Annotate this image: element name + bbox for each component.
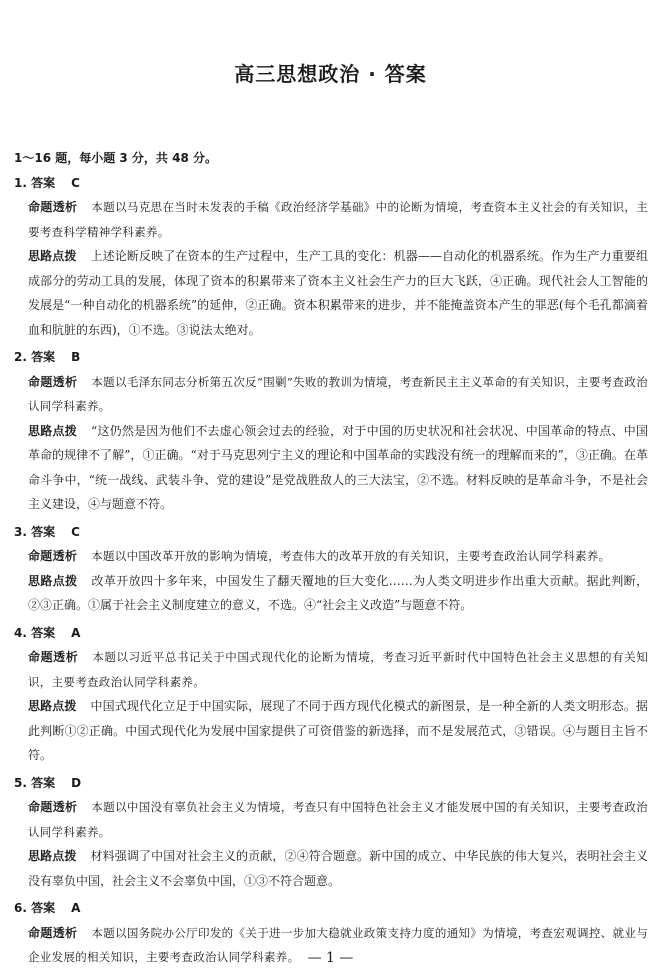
hint-label: 思路点拨 bbox=[28, 849, 77, 863]
answer-letter: B bbox=[71, 350, 81, 364]
analysis-text: 本题以中国改革开放的影响为情境，考查伟大的改革开放的有关知识，主要考查政治认同学科素养。 bbox=[91, 549, 611, 563]
question-header bbox=[14, 771, 648, 796]
question-header bbox=[14, 345, 648, 370]
analysis-text: 本题以马克思在当时未发表的手稿《政治经济学基础》中的论断为情境，考查资本主义社会的有关知识，主要考查科学精神学科素养。 bbox=[28, 200, 649, 239]
question-number: 2. 答案 bbox=[14, 350, 56, 364]
analysis-paragraph bbox=[14, 645, 648, 694]
hint-paragraph bbox=[14, 419, 648, 517]
answer-letter: C bbox=[71, 524, 80, 539]
question-4 bbox=[14, 621, 648, 768]
question-header bbox=[14, 520, 648, 545]
hint-label: 思路点拨 bbox=[28, 249, 77, 263]
analysis-text: 本题以习近平总书记关于中国式现代化的论断为情境，考查习近平新时代中国特色社会主义思想的有关知识，主要考查政治认同学科素养。 bbox=[28, 650, 648, 689]
analysis-text: 本题以国务院办公厅印发的《关于进一步加大稳就业政策支持力度的通知》为情境，考查宏观调控、就业与企业发展的相关知识，主要考查政治认同学科素养。 bbox=[28, 925, 649, 964]
analysis-label: 命题透析 bbox=[28, 200, 78, 214]
analysis-label: 命题透析 bbox=[28, 374, 78, 389]
answer-letter: C bbox=[71, 175, 80, 190]
analysis-label: 命题透析 bbox=[28, 925, 78, 940]
hint-paragraph bbox=[14, 569, 648, 618]
hint-label: 思路点拨 bbox=[28, 699, 77, 713]
analysis-paragraph bbox=[14, 795, 648, 844]
hint-text: 上述论断反映了在资本的生产过程中，生产工具的变化：机器——自动化的机器系统。作为生产力重要组成部分的劳动工具的发展，体现了资本的积累带来了资本主义社会生产力的巨大飞跃，④正确。现代社会人工智能的发展是“一种自动化的机器系统”的延伸，②正确。资本积累带来的进步，并不能掩盖资本产生的罪恶(每个毛孔都滴着血和肮脏的东西)，①不选。③说法太绝对。 bbox=[28, 249, 648, 337]
question-number: 4. 答案 bbox=[14, 625, 56, 640]
hint-text: 材料强调了中国对社会主义的贡献，②④符合题意。新中国的成立、中华民族的伟大复兴，表明社会主义没有辜负中国，社会主义不会辜负中国，①③不符合题意。 bbox=[28, 849, 648, 888]
page-title: 高三思想政治 · 答案 bbox=[234, 62, 427, 86]
question-number: 1. 答案 bbox=[14, 175, 56, 190]
answer-letter: A bbox=[71, 625, 81, 640]
answer-letter: A bbox=[71, 901, 81, 915]
analysis-paragraph bbox=[14, 370, 648, 419]
analysis-label: 命题透析 bbox=[28, 549, 78, 563]
hint-text: 中国式现代化立足于中国实际，展现了不同于西方现代化模式的新图景，是一种全新的人类文明形态。据此判断①②正确。中国式现代化为发展中国家提供了可资借鉴的新选择，而不是发展范式，③错误。④与题目主旨不符。 bbox=[28, 699, 648, 762]
section-intro: 1～16 题，每小题 3 分，共 48 分。 bbox=[14, 151, 217, 165]
analysis-label: 命题透析 bbox=[28, 800, 78, 814]
hint-text: 改革开放四十多年来，中国发生了翻天覆地的巨大变化……为人类文明进步作出重大贡献。据此判断，②③正确。①属于社会主义制度建立的意义，不选。④“社会主义改造”与题意不符。 bbox=[28, 573, 648, 612]
question-number: 5. 答案 bbox=[14, 775, 56, 790]
hint-paragraph bbox=[14, 244, 648, 342]
hint-paragraph bbox=[14, 844, 648, 893]
analysis-paragraph bbox=[14, 195, 648, 244]
analysis-paragraph bbox=[14, 544, 648, 569]
question-header bbox=[14, 896, 648, 921]
analysis-text: 本题以毛泽东同志分析第五次反“围剿”失败的教训为情境，考查新民主主义革命的有关知识，主要考查政治认同学科素养。 bbox=[28, 374, 649, 413]
question-1 bbox=[14, 171, 648, 343]
hint-label: 思路点拨 bbox=[28, 573, 78, 588]
question-5 bbox=[14, 771, 648, 894]
hint-text: “这仍然是因为他们不去虚心领会过去的经验，对于中国的历史状况和社会状况、中国革命的特点、中国革命的规律不了解”，①正确。“对于马克思列宁主义的理论和中国革命的实践没有统一的理解而来的”，③正确。在革命斗争中，“统一战线、武装斗争、党的建设”是党战胜敌人的三大法宝，②不选。材料反映的是革命斗争，不是社会主义建设，④与题意不符。 bbox=[28, 423, 648, 511]
hint-label: 思路点拨 bbox=[28, 423, 77, 438]
analysis-text: 本题以中国没有辜负社会主义为情境，考查只有中国特色社会主义才能发展中国的有关知识，主要考查政治认同学科素养。 bbox=[28, 800, 649, 839]
question-number: 6. 答案 bbox=[14, 901, 56, 915]
question-3 bbox=[14, 520, 648, 618]
answer-letter: D bbox=[71, 775, 82, 790]
page-number: — 1 — bbox=[307, 950, 354, 966]
hint-paragraph bbox=[14, 694, 648, 768]
question-number: 3. 答案 bbox=[14, 524, 56, 539]
question-header bbox=[14, 171, 648, 196]
analysis-label: 命题透析 bbox=[28, 650, 79, 664]
question-header bbox=[14, 621, 648, 646]
question-2 bbox=[14, 345, 648, 517]
answer-content bbox=[14, 146, 648, 973]
